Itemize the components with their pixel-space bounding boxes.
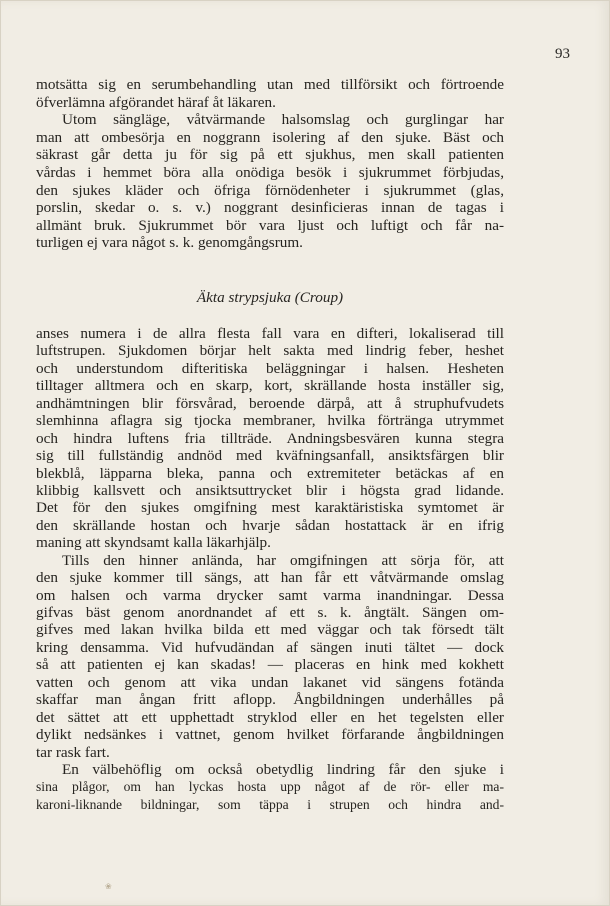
text-line: karoni-liknande bildningar, som täppa i strupen och hindra and- — [36, 796, 504, 812]
paragraph-croup — [36, 325, 504, 813]
text-line: allmänt bruk. Sjukrummet bör vara ljust och luftigt och får na- — [36, 216, 504, 234]
text-line: så att patienten ej kan skadas! — placeras en hink med kokhett — [36, 656, 504, 674]
text-line: maning att skyndsamt kalla läkarhjälp. — [36, 534, 271, 552]
text-line: den sjuke kommer till sängs, att han får ett våtvärmande omslag — [36, 569, 504, 587]
text-line: sina plågor, om han lyckas hosta upp något af de rör- eller ma- — [36, 779, 504, 795]
text-line: vatten och genom att vika undan lakanet vid sängens fotända — [36, 673, 504, 691]
text-line: Utom sängläge, våtvärmande halsomslag och gurglingar har — [62, 111, 504, 129]
section-heading: Äkta strypsjuka (Croup) — [196, 289, 344, 306]
text-line: säkrast går detta ju för sig på ett sjukhus, men skall patienten — [36, 146, 504, 164]
text-line: gifvas bäst genom anordnandet af ett s. k. ångtält. Sängen om- — [36, 604, 504, 621]
text-line: klibbig kallsvett och ansiktsuttrycket blir i högsta grad lidande. — [36, 481, 504, 499]
text-line: och hindra luftens fria tillträde. Andningsbesvären kunna stegra — [36, 429, 504, 447]
text-line: den sjukes kläder och öfriga förnödenheter i sjukrummet (glas, — [36, 181, 504, 199]
text-line: öfverlämna afgörandet häraf åt läkaren. — [36, 93, 276, 111]
text-line: slemhinna aflagra sig tjocka membraner, hvilka förtränga utrymmet — [36, 412, 504, 430]
text-line: En välbehöflig om också obetydlig lindring får den sjuke i — [62, 760, 504, 778]
text-line: motsätta sig en serumbehandling utan med tillförsikt och förtroende — [36, 76, 504, 93]
text-line: tilltager alltmera och en skarp, kort, skrällande hosta inställer sig, — [36, 377, 504, 395]
text-line: blekblå, läpparna bleka, panna och extremiteter betäckas af en — [36, 464, 504, 482]
text-line: anses numera i de allra flesta fall vara en difteri, lokaliserad till — [36, 325, 504, 342]
text-line: kring densamma. Vid hufvudändan af sängen inuti tältet — dock — [36, 638, 504, 656]
text-line: man att ombesörja en noggrann isolering af den sjuke. Bäst och — [36, 128, 504, 146]
text-line: turligen ej vara något s. k. genomgångsrum. — [36, 234, 303, 252]
text-line: vårdas i hemmet böra alla onödiga besök i sjukrummet förbjudas, — [36, 163, 504, 181]
text-line: Tills den hinner anlända, har omgifningen att sörja för, att — [62, 551, 504, 569]
text-line: skaffar man ångan fritt aflopp. Ångbildningen underhålles på — [36, 691, 504, 709]
text-line: gifves med lakan hvilka bilda ett med väggar och tak försedt tält — [36, 621, 504, 639]
text-line: dylikt nedsänkes i vattnet, genom hvilket förfarande ångbildningen — [36, 726, 504, 744]
text-line: Det för den sjukes omgifning mest karaktäristiska symtomet är — [36, 499, 504, 517]
text-line: det sättet att ett upphettadt stryklod eller en het tegelsten eller — [36, 708, 504, 726]
footer-ornament: ❀ — [105, 882, 112, 891]
text-line: tar rask fart. — [36, 743, 110, 761]
text-line: luftstrupen. Sjukdomen börjar helt sakta med lindrig feber, heshet — [36, 342, 504, 360]
text-line: om halsen och varma drycker samt varma inandningar. Dessa — [36, 586, 504, 604]
paragraph-serum-isolation — [36, 76, 504, 252]
text-line: den skrällande hostan och hvarje sådan hostattack är en ifrig — [36, 516, 504, 534]
page-number: 93 — [555, 46, 570, 62]
text-line: och understundom difteritiska beläggningar i halsen. Hesheten — [36, 359, 504, 377]
text-line: porslin, skedar o. s. v.) noggrant desinficieras innan de tagas i — [36, 199, 504, 217]
text-line: andhämtningen blir försvårad, beroende därpå, att å struphufvudets — [36, 394, 504, 412]
text-line: sig till fullständig andnöd med kväfningsanfall, ansiktsfärgen blir — [36, 447, 504, 465]
